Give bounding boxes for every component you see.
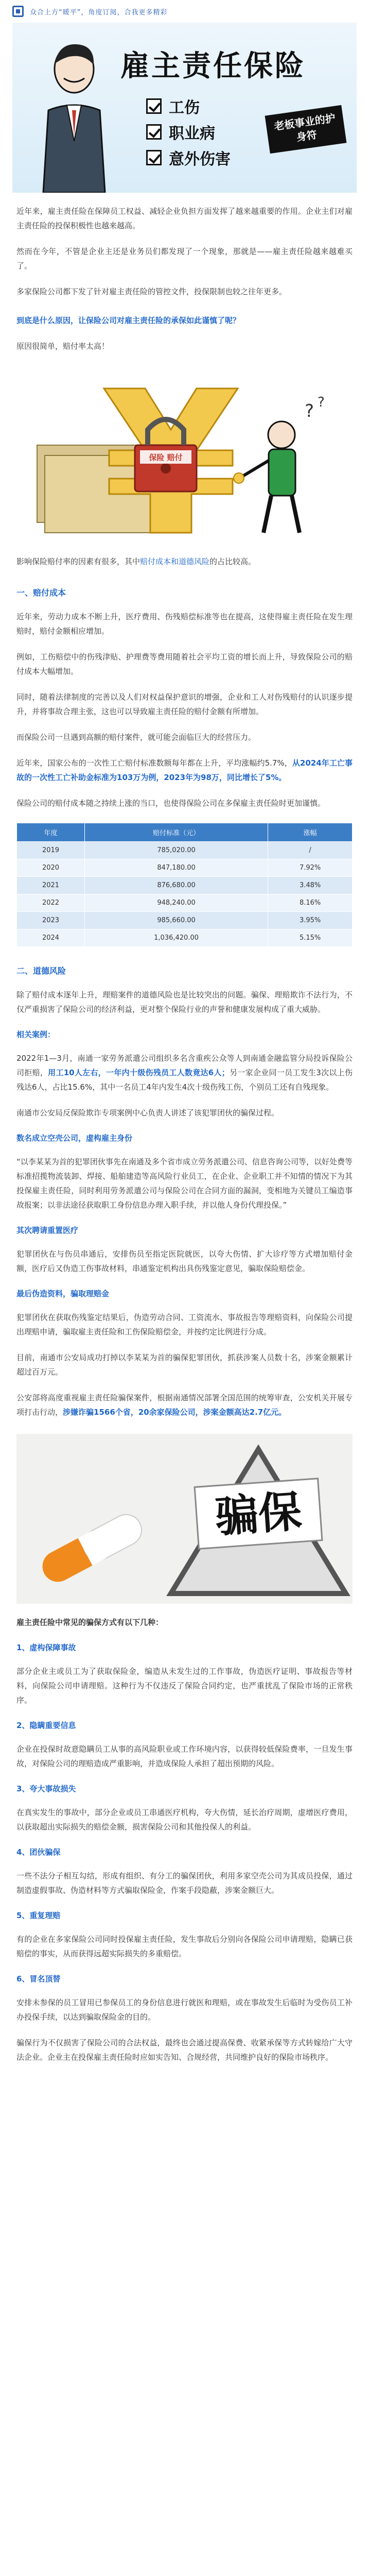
scam-item-body: 企业在投保时故意隐瞒员工从事的高风险职业或工作环境内容，以获得较低保险费率，一旦发生事故，对保险公司的理赔造成严重影响，并造成保险人承担了超出预期的风险。 [16,1744,353,1768]
illustration-lock-money [16,368,353,543]
answer-paragraph: 原因很简单，赔付率太高！ [16,342,110,351]
compensation-standard-table [16,823,353,947]
scam-item-title: 5、重复理赔 [16,1911,61,1920]
header-tagline: 众合上方“暖平”，角度订阅，合我更多精彩 [30,8,168,16]
scam-item-title: 2、隐瞒重要信息 [16,1721,76,1730]
checkbox-icon [146,124,162,140]
section-1-title: 一、赔付成本 [16,588,66,598]
hero-title: 雇主责任保险 [120,49,306,83]
scam-item-3 [16,1783,353,1834]
scheme-step-2-paragraph: 犯罪团伙在与伤员串通后，安排伤员至指定医院就医，以夸大伤情、扩大诊疗等方式增加赔付金额，医疗后又伪造工伤事故材料，串通鉴定机构出具伤残鉴定意见，骗取保险赔偿金。 [16,1249,353,1273]
checkbox-icon [146,98,162,114]
key-question: 到底是什么原因，让保险公司对雇主责任险的承保如此谨慎了呢？ [16,316,241,325]
scam-item-body: 有的企业在多家保险公司同时投保雇主责任险，发生事故后分别向各保险公司申请理赔，隐瞒已获赔偿的事实，从而获得远超实际损失的多重赔偿。 [16,1935,353,1958]
section-1-stat-paragraph: 近年来，国家公布的一次性工亡赔付标准数额每年都在上升，平均涨幅约5.7%，从2024年工亡事故的一次性工亡补助金标准为103万为例，2023年为98万，同比增长了5%。 [16,758,353,782]
section-1-paragraph-4: 而保险公司一旦遇到高额的赔付案件，就可能会面临巨大的经营压力。 [16,733,256,742]
scam-item-title: 3、夸大事故损失 [16,1784,76,1793]
scheme-result-paragraph: 目前，南通市公安局成功打掉以李某某为首的骗保犯罪团伙，抓获涉案人员数十名，涉案金额累计超过百万元。 [16,1353,353,1377]
scam-item-body: 部分企业主或员工为了获取保险金，编造从未发生过的工作事故，伪造医疗证明、事故报告等材料，向保险公司申请理赔。这种行为不仅违反了保险合同约定，也严重扰乱了保险市场的正常秩序。 [16,1667,353,1705]
closing-paragraph: 骗保行为不仅损害了保险公司的合法权益，最终也会通过提高保费、收紧承保等方式转嫁给广大守法企业。企业主在投保雇主责任险时应如实告知、合规经营，共同维护良好的保险市场秩序。 [16,2038,353,2062]
hero-check-1: 工伤 [146,95,200,117]
scam-item-title: 4、团伙骗保 [16,1848,61,1857]
scam-item-1 [16,1642,353,1707]
case-paragraph-2: 南通市公安局反保险欺诈专项案例中心负责人讲述了该犯罪团伙的骗保过程。 [16,1108,279,1117]
scam-item-5 [16,1910,353,1961]
column-header-year: 年度 [17,823,85,842]
cause-intro-paragraph: 影响保险赔付率的因素有很多，其中赔付成本和道德风险的占比较高。 [16,557,256,566]
section-1-paragraph-3: 同时，随着法律制度的完善以及人们对权益保护意识的增强，企业和工人对伤残赔付的认识逐步提升，并将事故合理主张，这也可以导致雇主责任险的赔付金额有所增加。 [16,692,353,716]
case-paragraph: 2022年1—3月，南通一家劳务派遣公司组织多名含重疾公众等人到南通金融监管分局投诉保险公司拒赔，用工10人左右，一年内十级伤残员工人数竟达6人；另一家企业同一员工发生3次以上伤残达6人，占比15.6%，其中一名员工4年内发生4次十级伤残工伤，个别员工还有自残现象。 [16,1054,353,1092]
scam-item-6 [16,1973,353,2024]
scam-list-intro: 雇主责任险中常见的骗保方式有以下几种： [16,1618,164,1627]
fraud-sign-text: 骗保 [213,1485,304,1543]
header-strip [0,0,369,23]
brand-logo-icon [12,6,24,17]
table-row: 2019 785,020.00 / [17,842,353,859]
svg-text:?: ? [305,401,314,421]
section-1-paragraph-1: 近年来，劳动力成本不断上升，医疗费用、伤残赔偿标准等也在提高，这使得雇主责任险在发生理赔时，赔付金额相应增加。 [16,612,353,636]
article-body [0,204,369,2064]
table-row: 2021 876,680.00 3.48% [17,877,353,894]
scam-item-body: 安排未参保的员工冒用已参保员工的身份信息进行就医和理赔，或在事故发生后临时为受伤员工补办投保手续，以达到骗取保险金的目的。 [16,1998,353,2022]
businessman-illustration-icon [33,38,115,193]
section-2-title: 二、道德风险 [16,966,66,976]
table-row: 2020 847,180.00 7.92% [17,859,353,877]
case-title: 相关案例： [16,1030,56,1039]
table-row: 2024 1,036,420.00 5.15% [17,929,353,947]
fraud-warning-illustration-icon [16,1434,353,1604]
scam-item-2 [16,1720,353,1771]
scheme-step-1-title: 数名成立空壳公司，虚构雇主身份 [16,1133,133,1143]
scheme-step-3-title: 最后伪造资料，骗取理赔金 [16,1289,110,1298]
hero-badge: 老板事业的护身符 [265,105,347,154]
section-1-table-lead: 保险公司的赔付成本随之持续上涨的当口，也使得保险公司在多保雇主责任险时更加谨慎。 [16,799,326,808]
table-row: 2022 948,240.00 8.16% [17,894,353,912]
intro-paragraph-1: 近年来，雇主责任险在保障员工权益、减轻企业负担方面发挥了越来越重要的作用。企业主们对雇主责任险的投保积极性也越来越高。 [16,207,353,230]
section-1-paragraph-2: 例如，工伤赔偿中的伤残津贴、护理费等费用随着社会平均工资的增长而上升，导致保险公司的赔付成本大幅增加。 [16,652,353,676]
section-2-paragraph-1: 除了赔付成本逐年上升，理赔案件的道德风险也是比较突出的问题。骗保、理赔欺诈不法行为，不仅严重损害了保险公司的经济利益，更对整个保险行业的声誉和健康发展构成了重大威胁。 [16,990,353,1014]
scheme-step-3-paragraph: 犯罪团伙在获取伤残鉴定结果后，伪造劳动合同、工资流水、事故报告等理赔资料，向保险公司提出理赔申请，骗取雇主责任险和工伤保险赔偿金，并按约定比例进行分成。 [16,1313,353,1336]
scheme-step-2-title: 其次聘请重置医疗 [16,1226,79,1235]
table-header-row [17,823,353,842]
scam-item-title: 6、冒名顶替 [16,1974,61,1984]
scam-item-body: 在真实发生的事故中，部分企业或员工串通医疗机构，夸大伤情，延长治疗周期，虚增医疗费用，以获取超出实际损失的赔偿金额，损害保险公司和其他投保人的利益。 [16,1808,353,1832]
intro-paragraph-2: 然而在今年，不管是企业主还是业务员们都发现了一个现象，那就是——雇主责任险越来越难买了。 [16,247,353,270]
column-header-growth: 涨幅 [268,823,353,842]
yen-lock-illustration-icon [16,368,353,543]
intro-paragraph-3: 多家保险公司都下发了针对雇主责任险的管控文件，投保限制也较之往年更多。 [16,287,287,296]
illustration-sign-text: 保险 赔付 [149,453,183,462]
scam-item-body: 一些不法分子相互勾结，形成有组织、有分工的骗保团伙，利用多家空壳公司为其成员投保，通过制造虚假事故、伪造材料等方式骗取保险金，作案手段隐蔽，涉案金额巨大。 [16,1871,353,1895]
svg-text:?: ? [318,395,325,410]
scam-item-4 [16,1846,353,1897]
scheme-quote: “以李某某为首的犯罪团伙事先在南通及多个省市成立劳务派遣公司、信息咨询公司等，以好处费等标准招揽物流装卸、焊接、船舶建造等高风险行业员工，在企业、企业职工并不知情的情况下为其投保雇主责任险，同时利用劳务派遣公司与保险公司在合同方面的漏洞，变相地为关键员工编造事故报案；以非法途径获取职工身份信息办理入职手续，并以他人身份代理投保。” [16,1157,353,1210]
table-row: 2023 985,660.00 3.95% [17,912,353,929]
scam-item-title: 1、虚构保障事故 [16,1643,76,1652]
checkbox-icon [146,150,162,165]
scheme-crackdown-paragraph: 公安部将高度重视雇主责任险骗保案件，根据南通情况部署全国范围的统筹审查，公安机关开展专项打击行动，涉嫌诈骗1566个省，20余家保险公司，涉案金额高达2.7亿元。 [16,1393,353,1417]
hero-banner [12,23,357,193]
column-header-standard: 赔付标准（元） [84,823,268,842]
illustration-fraud-sign [16,1434,353,1604]
hero-check-2: 职业病 [146,121,215,143]
hero-check-3: 意外伤害 [146,146,231,169]
